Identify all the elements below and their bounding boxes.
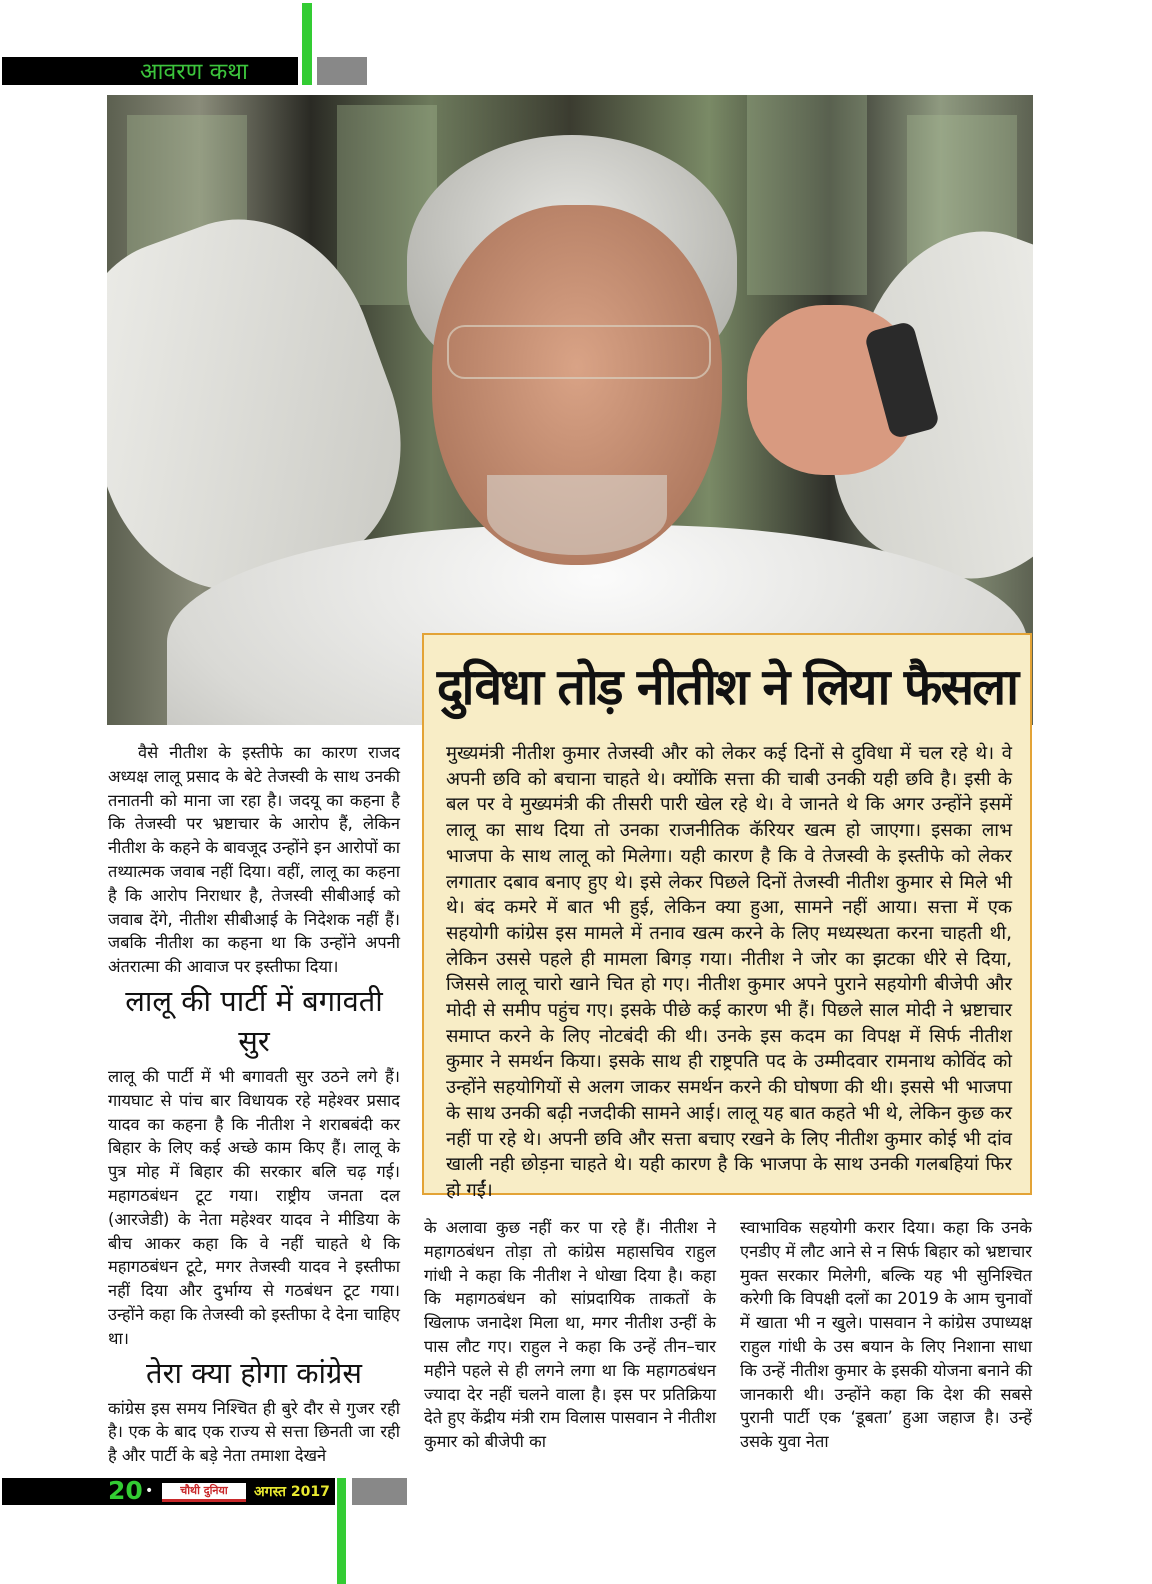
- subheading: तेरा क्या होगा कांग्रेस: [146, 1355, 362, 1390]
- box-title: दुविधा तोड़ नीतीश ने लिया फैसला: [436, 658, 1018, 716]
- page-number: 20: [108, 1476, 143, 1505]
- paragraph: स्वाभाविक सहयोगी करार दिया। कहा कि उनके एनडीए में लौट आने से न सिर्फ बिहार को भ्रष्टाचार मुक्त सरकार मिलेगी, बल्कि यह भी सुनिश्चित करेगी कि विपक्षी दलों का 2019 के आम चुनावों में खाता भी न खुले। पासवान ने कांग्रेस उपाध्यक्ष राहुल गांधी के उस बयान के लिए निशाना साधा कि उन्हें नीतीश कुमार के इसकी योजना बनाने की जानकारी थी। उन्होंने कहा कि देश की सबसे पुरानी पार्टी एक ‘डूबता’ हुआ जहाज है। उन्हें उसके युवा नेता: [740, 1218, 1032, 1452]
- paragraph: के अलावा कुछ नहीं कर पा रहे हैं। नीतीश ने महागठबंधन तोड़ा तो कांग्रेस महासचिव राहुल गांधी ने कहा कि नीतीश ने धोखा दिया है। कहा कि महागठबंधन को सांप्रदायिक ताकतों के खिलाफ जनादेश मिला था, मगर नीतीश उन्हीं के पास लौट गए। राहुल ने कहा कि उन्हें तीन–चार महीने पहले से ही लगने लगा था कि महागठबंधन ज्यादा देर नहीं चलने वाला है। इस पर प्रतिक्रिया देते हुए केंद्रीय मंत्री राम विलास पासवान ने नीतीश कुमार को बीजेपी का: [424, 1218, 716, 1452]
- magazine-logo: चौथी दुनिया: [162, 1483, 246, 1502]
- section-label: आवरण कथा: [140, 59, 248, 85]
- left-column: [108, 741, 400, 1468]
- cover-photo: [107, 95, 1033, 725]
- box-body: मुख्यमंत्री नीतीश कुमार तेजस्वी और को लेकर कई दिनों से दुविधा में चल रहे थे। वे अपनी छवि को बचाना चाहते थे। क्योंकि सत्ता की चाबी उनकी यही छवि है। इसी के बल पर वे मुख्यमंत्री की तीसरी पारी खेल रहे थे। वे जानते थे कि अगर उन्होंने इसमें लालू का साथ दिया तो उनका राजनीतिक कॅरियर खत्म हो जाएगा। इसका लाभ भाजपा के साथ लालू को मिलेगा। यही कारण है कि वे तेजस्वी के इस्तीफे को लेकर लगातार दबाव बनाए हुए थे। इसे लेकर पिछले दिनों तेजस्वी नीतीश कुमार से मिले भी थे। बंद कमरे में बात भी हुई, लेकिन क्या हुआ, सामने नहीं आया। सत्ता में एक सहयोगी कांग्रेस इस मामले में तनाव खत्म करने के लिए मध्यस्थता करना चाहती थी, लेकिन उससे पहले ही मामला बिगड़ गया। नीतीश ने जोर का झटका धीरे से दिया, जिससे लालू चारो खाने चित हो गए। नीतीश कुमार अपने पुराने सहयोगी बीजेपी और मोदी से समीप पहुंच गए। इसके पीछे कई कारण भी हैं। पिछले साल मोदी ने भ्रष्टाचार समाप्त करने के लिए नोटबंदी की थी। उनके इस कदम का विपक्ष में सिर्फ नीतीश कुमार ने समर्थन किया। इसके साथ ही राष्ट्रपति पद के उम्मीदवार रामनाथ कोविंद को उन्होंने सहयोगियों से अलग जाकर समर्थन करने की घोषणा की थी। इससे भी भाजपा के साथ उनकी बढ़ी नजदीकी सामने आई। लालू यह बात कहते भी थे, लेकिन कुछ कर नहीं पा रहे थे। अपनी छवि और सत्ता बचाए रखने के लिए नीतीश कुमार कोई भी दांव खाली नही छोड़ना चाहते थे। यही कारण है कि भाजपा के साथ उनकी गलबहियां फिर हो गईं।: [446, 743, 1012, 1201]
- paragraph: कांग्रेस इस समय निश्चित ही बुरे दौर से गुजर रही है। एक के बाद एक राज्य से सत्ता छिनती जा रही है और पार्टी के बड़े नेता तमाशा देखने: [108, 1398, 400, 1466]
- middle-column: [424, 1216, 716, 1454]
- footer-gray-block: [352, 1478, 407, 1505]
- bullet-icon: •: [145, 1483, 154, 1499]
- footer-accent-bar: [337, 1478, 346, 1584]
- paragraph: वैसे नीतीश के इस्तीफे का कारण राजद अध्यक्ष लालू प्रसाद के बेटे तेजस्वी के साथ उनकी तनातनी को माना जा रहा है। जदयू का कहना है कि तेजस्वी पर भ्रष्टाचार के आरोप हैं, लेकिन नीतीश के कहने के बावजूद उन्होंने इन आरोपों का तथ्यात्मक जवाब नहीं दिया। वहीं, लालू का कहना है कि आरोप निराधार है, तेजस्वी सीबीआई को जवाब देंगे, नीतीश सीबीआई के निदेशक नहीं हैं। जबकि नीतीश का कहना था कि उन्होंने अपनी अंतरात्मा की आवाज पर इस्तीफा दिया।: [108, 743, 400, 977]
- issue-date: अगस्त 2017: [254, 1484, 330, 1500]
- subheading: लालू की पार्टी में बगावती सुर: [125, 983, 383, 1058]
- header-gray-block: [317, 57, 367, 85]
- right-column: [740, 1216, 1032, 1454]
- highlight-box: [422, 633, 1032, 1201]
- header-accent-bar: [302, 3, 312, 85]
- paragraph: लालू की पार्टी में भी बगावती सुर उठने लगे हैं। गायघाट से पांच बार विधायक रहे महेश्वर प्रसाद यादव का कहना है कि नीतीश ने शराबबंदी कर बिहार के लिए कई अच्छे काम किए हैं। लालू के पुत्र मोह में बिहार की सरकार बलि चढ़ गई। महागठबंधन टूट गया। राष्ट्रीय जनता दल (आरजेडी) के नेता महेश्वर यादव ने मीडिया के बीच आकर कहा कि वे नहीं चाहते थे कि महागठबंधन टूटे, मगर तेजस्वी यादव ने इस्तीफा नहीं दिया और दुर्भाग्य से गठबंधन टूट गया। उन्होंने कहा कि तेजस्वी को इस्तीफा दे देना चाहिए था।: [108, 1066, 400, 1348]
